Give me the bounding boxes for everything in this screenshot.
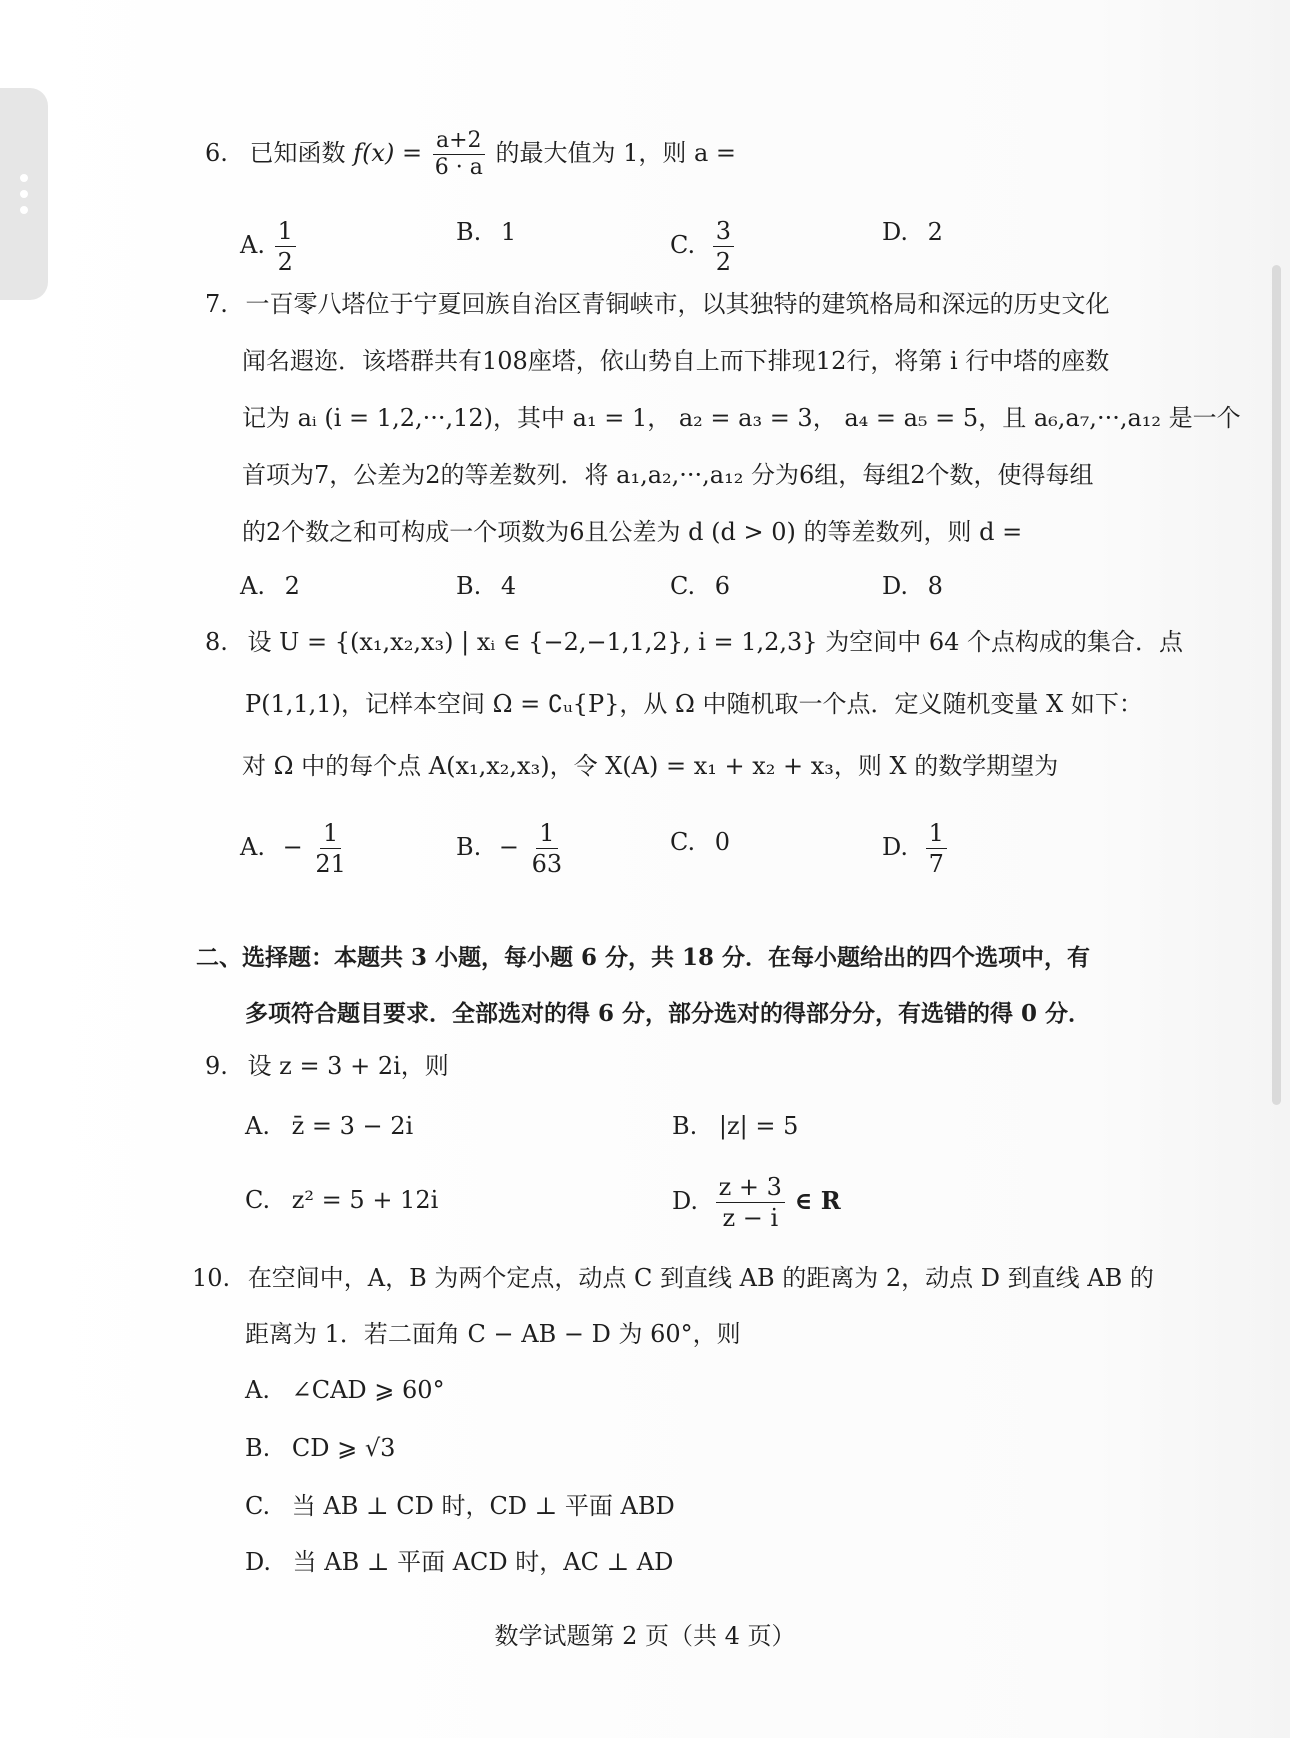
question-text: 设 U = {(x₁,x₂,x₃) | xᵢ ∈ {−2,−1,1,2}, i = 1,2,3} 为空间中 64 个点构成的集合．点	[247, 628, 1184, 656]
question-text: 闻名遐迩．该塔群共有108座塔，依山势自上而下排现12行，将第 i 行中塔的座数	[242, 347, 1110, 375]
option-value: 6	[714, 572, 731, 600]
question-9	[205, 1050, 449, 1082]
option-b[interactable]	[672, 1110, 798, 1142]
option-value: 8	[927, 572, 943, 600]
option-label: B.	[672, 1112, 698, 1140]
option-label: D.	[882, 572, 909, 600]
option-sign: −	[282, 833, 303, 861]
option-value: 4	[500, 572, 517, 600]
fraction-denominator: z − i	[722, 1204, 779, 1232]
option-a[interactable]	[240, 216, 298, 277]
option-label: B.	[245, 1434, 271, 1462]
handle-dot-icon	[20, 190, 28, 198]
option-value: |z| = 5	[718, 1112, 799, 1140]
question-text: 在空间中，A，B 为两个定点，动点 C 到直线 AB 的距离为 2，动点 D 到直线 AB 的	[247, 1264, 1154, 1292]
option-label: D.	[245, 1548, 272, 1576]
fraction-denominator: 7	[928, 850, 944, 878]
question-8	[205, 626, 1183, 658]
fraction-numerator: a+2	[433, 128, 485, 155]
option-label: C.	[670, 231, 696, 259]
option-b[interactable]	[456, 818, 567, 879]
option-d[interactable]	[882, 216, 943, 248]
option-d[interactable]	[245, 1546, 673, 1578]
option-label: A.	[245, 1112, 270, 1140]
fraction-denominator: 2	[715, 248, 732, 276]
option-d[interactable]	[882, 818, 949, 879]
option-label: B.	[456, 218, 482, 246]
option-a[interactable]	[240, 570, 300, 602]
option-value: z² = 5 + 12i	[291, 1186, 439, 1214]
section-2-heading: 二、选择题：本题共 3 小题，每小题 6 分，共 18 分．在每小题给出的四个选项中，有	[196, 944, 1091, 971]
option-fraction	[275, 216, 296, 277]
option-label: A.	[240, 572, 265, 600]
option-d[interactable]	[672, 1172, 841, 1233]
question-text: 记为 aᵢ (i = 1,2,···,12)，其中 a₁ = 1， a₂ = a₃ = 3， a₄ = a₅ = 5，且 a₆,a₇,···,a₁₂ 是一个	[242, 404, 1241, 432]
page-footer: 数学试题第 2 页（共 4 页）	[494, 1622, 796, 1650]
question-text: P(1,1,1)，记样本空间 Ω = ∁ᵤ{P}，从 Ω 中随机取一个点．定义随机变量 X 如下：	[245, 690, 1143, 718]
option-value: 0	[714, 828, 731, 856]
option-c[interactable]	[245, 1490, 675, 1522]
question-7	[205, 288, 1110, 320]
question-text: 设 z = 3 + 2i，则	[247, 1052, 449, 1080]
option-fraction	[312, 818, 349, 879]
fraction-numerator: z + 3	[716, 1172, 785, 1203]
function-label: f(x) =	[353, 139, 423, 167]
option-value: 当 AB ⊥ CD 时，CD ⊥ 平面 ABD	[291, 1492, 675, 1520]
option-label: C.	[245, 1186, 271, 1214]
option-label: A.	[240, 833, 265, 861]
question-10	[192, 1262, 1154, 1294]
scrollbar[interactable]	[1272, 265, 1281, 1105]
option-label: C.	[670, 828, 696, 856]
option-a[interactable]	[245, 1374, 445, 1406]
option-label: B.	[456, 572, 482, 600]
option-c[interactable]	[245, 1184, 438, 1216]
option-fraction	[716, 1172, 785, 1233]
function-fraction	[432, 128, 486, 181]
option-c[interactable]	[670, 570, 730, 602]
option-fraction	[926, 818, 947, 879]
option-value: ∈ R	[794, 1186, 841, 1215]
option-value: 2	[927, 218, 943, 246]
handle-dot-icon	[20, 174, 28, 182]
question-text: 的2个数之和可构成一个项数为6且公差为 d (d > 0) 的等差数列，则 d =	[242, 518, 1023, 546]
option-label: A.	[245, 1376, 270, 1404]
fraction-numerator: 1	[275, 216, 296, 247]
option-value: z̄ = 3 − 2i	[291, 1112, 414, 1140]
fraction-numerator: 3	[713, 216, 734, 247]
question-text: 对 Ω 中的每个点 A(x₁,x₂,x₃)，令 X(A) = x₁ + x₂ + x₃，则 X 的数学期望为	[242, 752, 1059, 780]
fraction-denominator: 21	[315, 850, 346, 878]
option-a[interactable]	[245, 1110, 413, 1142]
fraction-denominator: 63	[531, 850, 563, 878]
option-a[interactable]	[240, 818, 351, 879]
option-value: 当 AB ⊥ 平面 ACD 时，AC ⊥ AD	[292, 1548, 674, 1576]
side-panel-handle[interactable]	[0, 88, 48, 300]
question-text: 距离为 1．若二面角 C − AB − D 为 60°，则	[245, 1320, 741, 1348]
option-value: 1	[500, 218, 517, 246]
question-6	[205, 128, 736, 181]
question-text: 首项为7，公差为2的等差数列．将 a₁,a₂,···,a₁₂ 分为6组，每组2个数，使得每组	[242, 461, 1094, 489]
option-value: CD ⩾ √3	[291, 1434, 396, 1462]
option-label: A.	[240, 231, 265, 259]
option-fraction	[713, 216, 734, 277]
fraction-numerator: 1	[320, 818, 341, 849]
option-value: 2	[284, 572, 300, 600]
option-label: D.	[882, 833, 909, 861]
question-number: 7.	[205, 290, 228, 318]
option-c[interactable]	[670, 826, 730, 858]
option-b[interactable]	[245, 1432, 395, 1464]
section-2-instructions: 多项符合题目要求．全部选对的得 6 分，部分选对的得部分分，有选错的得 0 分．	[245, 1000, 1092, 1027]
option-label: D.	[672, 1187, 699, 1215]
option-c[interactable]	[670, 216, 736, 277]
option-label: C.	[245, 1492, 271, 1520]
option-b[interactable]	[456, 216, 516, 248]
option-b[interactable]	[456, 570, 516, 602]
option-label: B.	[456, 833, 482, 861]
question-text: 已知函数	[249, 139, 346, 167]
question-text: 的最大值为 1，则 a =	[495, 139, 737, 167]
handle-dot-icon	[20, 206, 28, 214]
question-number: 10.	[192, 1264, 231, 1292]
question-number: 6.	[205, 139, 228, 167]
option-label: C.	[670, 572, 696, 600]
option-label: D.	[882, 218, 909, 246]
fraction-denominator: 6 · a	[434, 155, 483, 180]
fraction-denominator: 2	[277, 248, 293, 276]
option-fraction	[529, 818, 566, 879]
fraction-numerator: 1	[536, 818, 557, 849]
question-text: 一百零八塔位于宁夏回族自治区青铜峡市，以其独特的建筑格局和深远的历史文化	[245, 290, 1110, 318]
fraction-numerator: 1	[926, 818, 947, 849]
option-value: ∠CAD ⩾ 60°	[291, 1376, 445, 1404]
question-number: 8.	[205, 628, 228, 656]
question-number: 9.	[205, 1052, 228, 1080]
option-d[interactable]	[882, 570, 943, 602]
option-sign: −	[498, 833, 520, 861]
